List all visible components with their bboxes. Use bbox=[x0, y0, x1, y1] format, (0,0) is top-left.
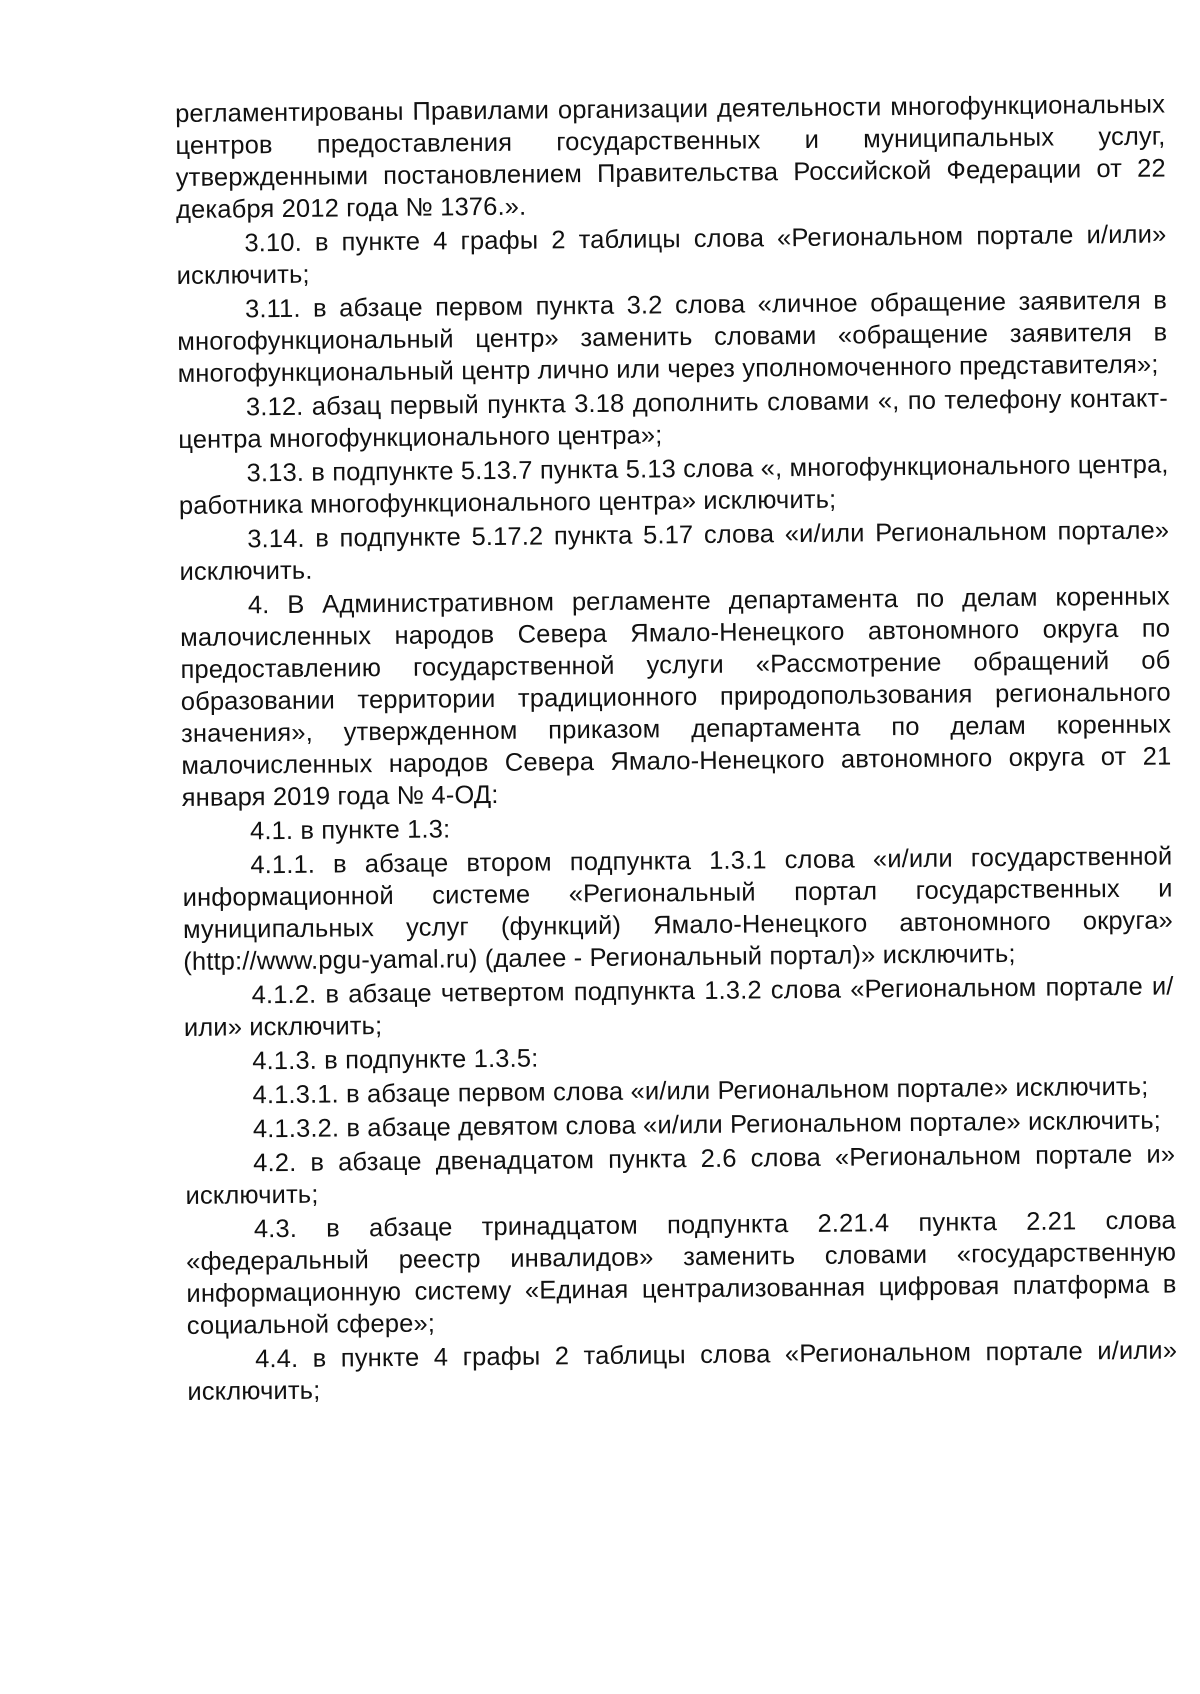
paragraph-4-1-3: 4.1.3. в подпункте 1.3.5: bbox=[252, 1044, 539, 1076]
document-page bbox=[175, 88, 1178, 1409]
paragraph-4-2: 4.2. в абзаце двенадцатом пункта 2.6 слова «Региональном портале и» исключить; bbox=[185, 1140, 1176, 1210]
paragraph-4-1: 4.1. в пункте 1.3: bbox=[249, 815, 451, 846]
paragraph-4-1-2: 4.1.2. в абзаце четвертом подпункта 1.3.2 слова «Региональном портале и/или» исключить; bbox=[183, 972, 1174, 1042]
paragraph-3-12: 3.12. абзац первый пункта 3.18 дополнить словами «, по телефону контакт-центра многофункционального центра»; bbox=[178, 384, 1169, 454]
paragraph-4-3: 4.3. в абзаце тринадцатом подпункта 2.21.4 пункта 2.21 слова «федеральный реестр инвалидов» заменить словами «государственную информационную систему «Единая централизованная цифровая платформа в социальной сфере»; bbox=[186, 1206, 1177, 1340]
paragraph-4-1-3-1: 4.1.3.1. в абзаце первом слова «и/или Региональном портале» исключить; bbox=[252, 1072, 1149, 1110]
paragraph-3-13: 3.13. в подпункте 5.13.7 пункта 5.13 слова «, многофункционального центра, работника многофункционального центра» исключить; bbox=[178, 450, 1169, 520]
paragraph-4-1-1: 4.1.1. в абзаце втором подпункта 1.3.1 слова «и/или государственной информационной системе «Региональный портал государственных и муниципальных услуг (функций) Ямало-Ненецкого автономного округа» (http://www.pgu-yamal.ru) (далее - Региональный портал)» исключить; bbox=[182, 842, 1174, 976]
paragraph-4-1-3-2: 4.1.3.2. в абзаце девятом слова «и/или Региональном портале» исключить; bbox=[252, 1106, 1162, 1144]
paragraph-3-10: 3.10. в пункте 4 графы 2 таблицы слова «Региональном портале и/или» исключить; bbox=[176, 220, 1167, 290]
paragraph-3-14: 3.14. в подпункте 5.17.2 пункта 5.17 слова «и/или Региональном портале» исключить. bbox=[179, 516, 1170, 586]
paragraph-4: 4. В Административном регламенте департамента по делам коренных малочисленных народов Севера Ямало-Ненецкого автономного округа по предоставлению государственной услуги «Рассмотрение обращений об образовании территории традиционного природопользования регионального значения», утвержденном приказом департамента по делам коренных малочисленных народов Севера Ямало-Ненецкого автономного округа от 21 января 2019 года № 4-ОД: bbox=[180, 582, 1172, 812]
paragraph-4-4: 4.4. в пункте 4 графы 2 таблицы слова «Региональном портале и/или» исключить; bbox=[187, 1336, 1178, 1406]
paragraph-3-11: 3.11. в абзаце первом пункта 3.2 слова «личное обращение заявителя в многофункциональный центр» заменить словами «обращение заявителя в многофункциональный центр лично или через уполномоченного представителя»; bbox=[177, 286, 1168, 388]
paragraph-continuation: регламентированы Правилами организации деятельности многофункциональных центров предоставления государственных и муниципальных услуг, утвержденными постановлением Правительства Российской Федерации от 22 декабря 2012 года № 1376.». bbox=[175, 90, 1166, 224]
